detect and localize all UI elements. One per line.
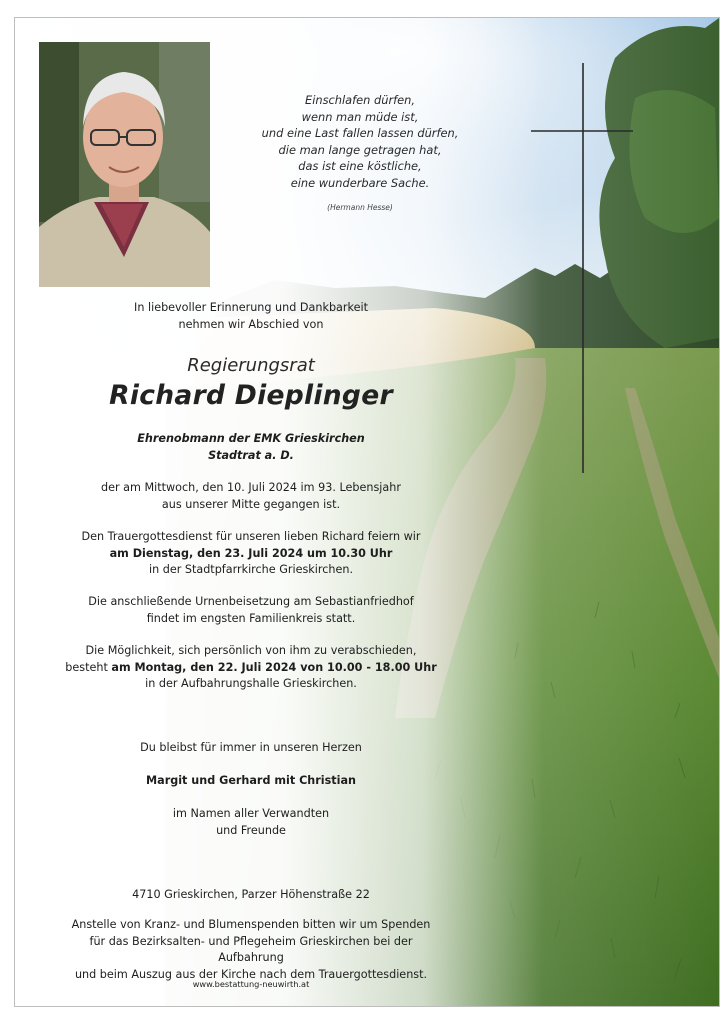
donation-line: Anstelle von Kranz- und Blumenspenden bitten wir um Spenden xyxy=(71,918,431,931)
poem-line: die man lange getragen hat, xyxy=(278,142,442,157)
death-notice xyxy=(55,480,447,513)
closing-line: Du bleibst für immer in unseren Herzen xyxy=(140,741,362,754)
poem-line: wenn man müde ist, xyxy=(301,109,419,124)
farewell-line: Die Möglichkeit, sich persönlich von ihm zu verabschieden, xyxy=(85,644,417,657)
donation-line: und beim Auszug aus der Kirche nach dem Trauergottesdienst. xyxy=(74,967,428,981)
honorary-title: Regierungsrat xyxy=(187,355,315,376)
deceased-name: Richard Dieplinger xyxy=(109,380,393,411)
cross-icon xyxy=(531,63,633,473)
service-date: am Dienstag, den 23. Juli 2024 um 10.30 Uhr xyxy=(109,546,393,560)
portrait-photo xyxy=(39,42,210,287)
death-line: der am Mittwoch, den 10. Juli 2024 im 93. Lebensjahr xyxy=(101,481,401,494)
service-info xyxy=(55,529,447,579)
relatives-line: und Freunde xyxy=(216,823,286,837)
role-line: Ehrenobmann der EMK Grieskirchen xyxy=(137,432,365,445)
death-line: aus unserer Mitte gegangen ist. xyxy=(161,497,341,511)
intro-line: In liebevoller Erinnerung und Dankbarkeit xyxy=(134,301,368,314)
poem-quote xyxy=(225,92,495,216)
burial-line: findet im engsten Familienkreis statt. xyxy=(146,611,356,625)
relatives-text xyxy=(55,806,447,839)
farewell-date-line xyxy=(55,660,447,677)
donation-note xyxy=(55,917,447,983)
roles xyxy=(55,431,447,464)
family-names: Margit und Gerhard mit Christian xyxy=(146,774,356,787)
relatives-line: im Namen aller Verwandten xyxy=(172,807,330,820)
parte-card xyxy=(14,17,720,1007)
burial-info xyxy=(55,594,447,627)
poem-author: (Hermann Hesse) xyxy=(327,202,393,212)
burial-line: Die anschließende Urnenbeisetzung am Sebastianfriedhof xyxy=(88,595,414,608)
farewell-date: am Montag, den 22. Juli 2024 von 10.00 - 18.00 Uhr xyxy=(111,660,437,674)
farewell-location: in der Aufbahrungshalle Grieskirchen. xyxy=(145,677,357,690)
poem-line: und eine Last fallen lassen dürfen, xyxy=(261,126,459,141)
donation-line: für das Bezirksalten- und Pflegeheim Grieskirchen bei der Aufbahrung xyxy=(89,934,413,964)
farewell-prefix: besteht xyxy=(65,660,112,674)
farewell-info xyxy=(55,643,447,693)
address: 4710 Grieskirchen, Parzer Höhenstraße 22 xyxy=(132,888,370,901)
service-location: in der Stadtpfarrkirche Grieskirchen. xyxy=(148,563,354,576)
poem-line: eine wunderbare Sache. xyxy=(290,175,430,190)
role-line: Stadtrat a. D. xyxy=(208,448,294,462)
intro-text xyxy=(55,300,447,333)
service-line: Den Trauergottesdienst für unseren lieben Richard feiern wir xyxy=(81,530,421,543)
poem-line: Einschlafen dürfen, xyxy=(305,93,415,107)
website-link[interactable]: www.bestattung-neuwirth.at xyxy=(192,979,310,989)
intro-line: nehmen wir Abschied von xyxy=(178,317,324,331)
poem-line: das ist eine köstliche, xyxy=(298,159,422,174)
